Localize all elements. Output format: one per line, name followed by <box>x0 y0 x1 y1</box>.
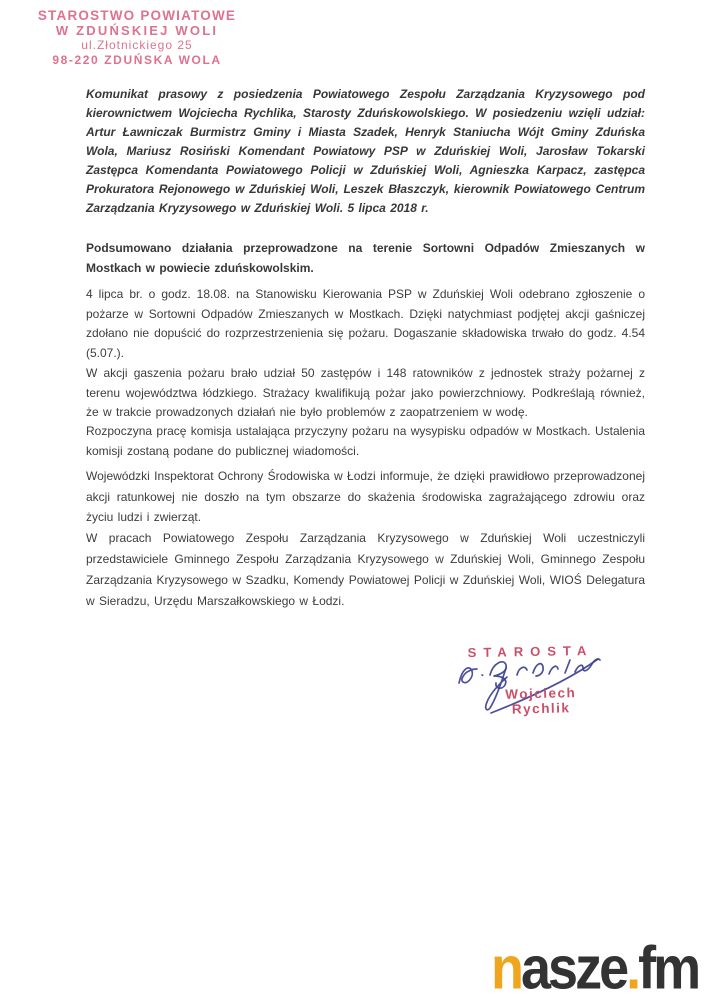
letterhead-line-office: STAROSTWO POWIATOWE <box>37 8 237 23</box>
logo-letter-n: n <box>491 934 521 1000</box>
letterhead-line-postal: 98-220 ZDUŃSKA WOLA <box>52 53 222 67</box>
signer-name-stamp: Wojciech Rychlik <box>505 685 577 717</box>
logo-dot: . <box>626 934 639 1000</box>
signature-block <box>448 638 613 723</box>
letterhead-line-city: W ZDUŃSKIEJ WOLI <box>55 23 219 38</box>
logo-letters-asze: asze <box>521 934 627 1000</box>
letterhead-line-street: ul.Złotnickiego 25 <box>81 38 193 52</box>
paragraph-environment: Wojewódzki Inspektorat Ochrony Środowiska w Łodzi informuje, że dzięki prawidłowo przeprowadzonej akcji ratunkowej nie doszło na tym obszarze do skażenia środowiska zagrażającego zdrowiu oraz życiu ludzi i zwierząt. <box>86 469 645 524</box>
letterhead-stamp <box>28 8 246 68</box>
paragraph-intro: Komunikat prasowy z posiedzenia Powiatowego Zespołu Zarządzania Kryzysowego pod kierownictwem Wojciecha Rychlika, Starosty Zduńskowolskiego. W posiedzeniu wzięli udział: Artur Ławniczak Burmistrz Gminy i Miasta Szadek, Henryk Staniucha Wójt Gminy Zduńska Wola, Mariusz Rosiński Komendant Powiatowy PSP w Zduńskiej Woli, Jarosław Tokarski Zastępca Komendanta Powiatowego Policji w Zduńskiej Woli, Agnieszka Karpacz, zastępca Prokuratora Rejonowego w Zduńskiej Woli, Leszek Błaszczyk, kierownik Powiatowego Centrum Zarządzania Kryzysowego w Zduńskiej Woli. 5 lipca 2018 r. <box>86 87 645 215</box>
paragraph-participants: W pracach Powiatowego Zespołu Zarządzania Kryzysowego w Zduńskiej Woli uczestniczyli przedstawiciele Gminnego Zespołu Zarządzania Kryzysowego w Zduńskiej Woli, Gminnego Zespołu Zarządzania Kryzysowego w Szadku, Komendy Powiatowej Policji w Zduńskiej Woli, WIOŚ Delegatura w Sieradzu, Urzędu Marszałkowskiego w Łodzi. <box>86 531 645 608</box>
logo-letters-fm: fm <box>638 934 699 1000</box>
nasze-fm-logo <box>491 934 699 1000</box>
paragraph-firefighting-action: W akcji gaszenia pożaru brało udział 50 zastępów i 148 ratowników z jednostek straży pożarnej z terenu województwa łódzkiego. Strażacy kwalifikują pożar jako powierzchniowy. Podkreślają również, że w trakcie prowadzonych działań nie było problemów z zaopatrzeniem w wodę. <box>86 366 645 419</box>
paragraph-summary-heading: Podsumowano działania przeprowadzone na terenie Sortowni Odpadów Zmieszanych w Mostkach w powiecie zduńskowolskim. <box>86 241 645 275</box>
paragraph-fire-report: 4 lipca br. o godz. 18.08. na Stanowisku Kierowania PSP w Zduńskiej Woli odebrano zgłoszenie o pożarze w Sortowni Odpadów Zmieszanych w Mostkach. Dzięki natychmiast podjętej akcji gaśniczej zdołano nie dopuścić do rozprzestrzenienia się pożaru. Dogaszanie składowiska trwało do godz. 4.54 (5.07.). <box>86 287 645 360</box>
signer-title-stamp: STAROSTA <box>467 642 594 661</box>
paragraph-commission: Rozpoczyna pracę komisja ustalająca przyczyny pożaru na wysypisku odpadów w Mostkach. Ustalenia komisji zostaną podane do publicznej wiadomości. <box>86 424 645 458</box>
